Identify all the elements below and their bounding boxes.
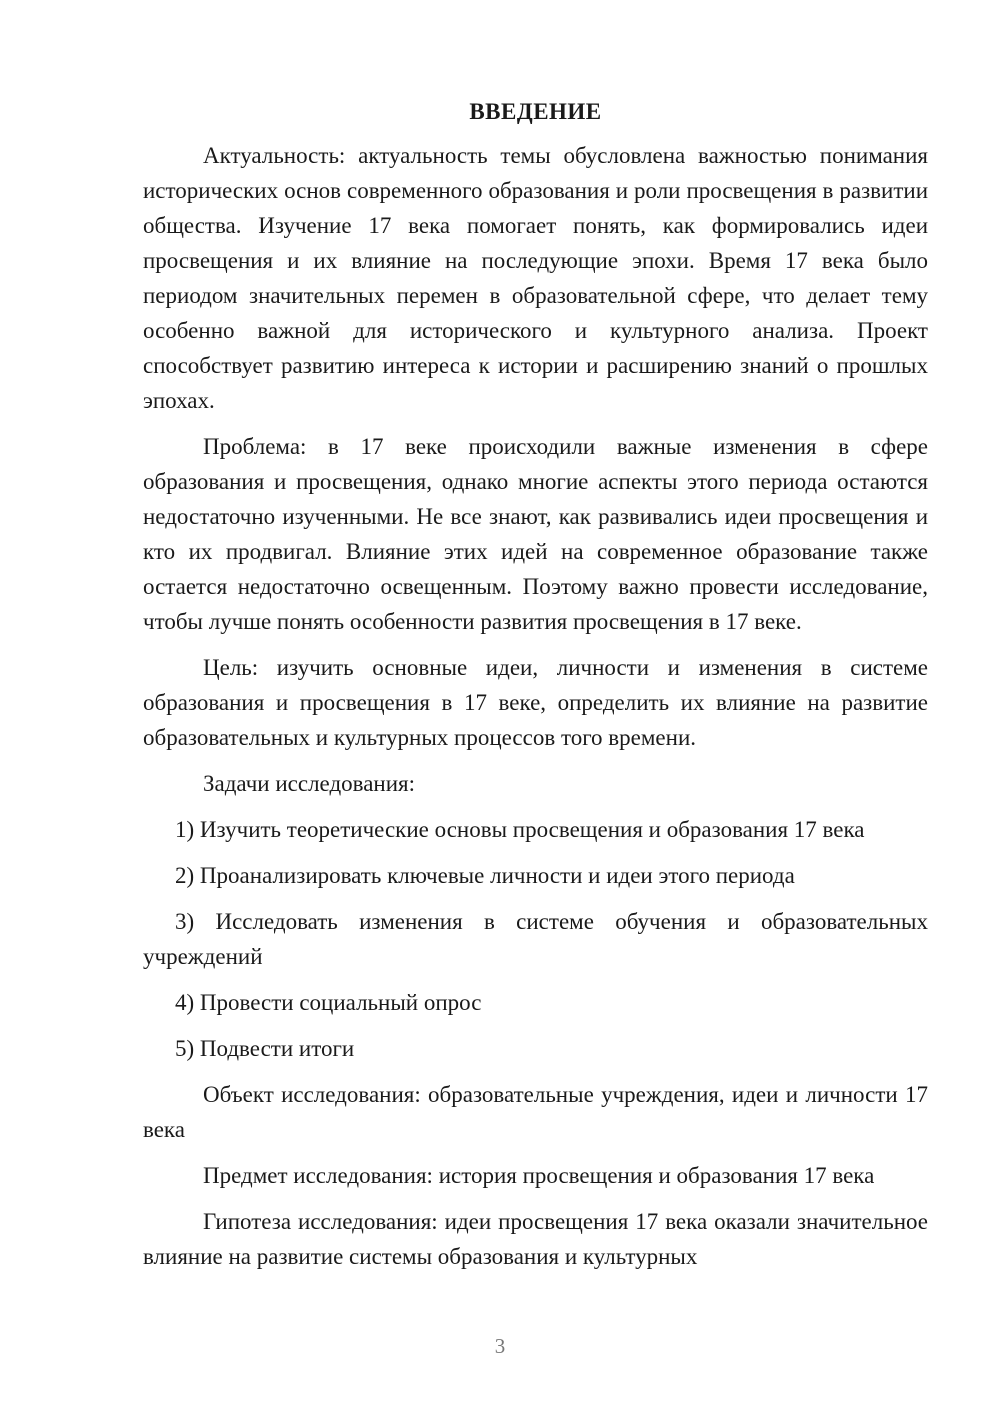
paragraph-subject: Предмет исследования: история просвещения и образования 17 века bbox=[203, 1163, 875, 1188]
paragraph-object: Объект исследования: образовательные учреждения, идеи и личности 17 века bbox=[143, 1082, 928, 1142]
task-item-5: 5) Подвести итоги bbox=[175, 1036, 355, 1061]
paragraph-hypothesis: Гипотеза исследования: идеи просвещения 17 века оказали значительное влияние на развитие системы образования и культурных bbox=[143, 1209, 928, 1269]
document-body bbox=[143, 96, 928, 1274]
section-title: ВВЕДЕНИЕ bbox=[469, 99, 602, 124]
page-number: 3 bbox=[494, 1334, 506, 1358]
paragraph-relevance: Актуальность: актуальность темы обусловлена важностью понимания исторических основ современного образования и роли просвещения в развитии общества. Изучение 17 века помогает понять, как формировались идеи просвещения и их влияние на последующие эпохи. Время 17 века было периодом значительных перемен в образовательной сфере, что делает тему особенно важной для исторического и культурного анализа. Проект способствует развитию интереса к истории и расширению знаний о прошлых эпохах. bbox=[143, 143, 928, 413]
task-item-2: 2) Проанализировать ключевые личности и идеи этого периода bbox=[175, 863, 795, 888]
task-item-4: 4) Провести социальный опрос bbox=[175, 990, 482, 1015]
paragraph-problem: Проблема: в 17 веке происходили важные изменения в сфере образования и просвещения, однако многие аспекты этого периода остаются недостаточно изученными. Не все знают, как развивались идеи просвещения и кто их продвигал. Влияние этих идей на современное образование также остается недостаточно освещенным. Поэтому важно провести исследование, чтобы лучше понять особенности развития просвещения в 17 веке. bbox=[143, 434, 928, 634]
paragraph-goal: Цель: изучить основные идеи, личности и изменения в системе образования и просвещения в 17 веке, определить их влияние на развитие образовательных и культурных процессов того времени. bbox=[143, 655, 928, 750]
tasks-heading: Задачи исследования: bbox=[203, 771, 416, 796]
task-item-3: 3) Исследовать изменения в системе обучения и образовательных учреждений bbox=[143, 909, 928, 969]
task-item-1: 1) Изучить теоретические основы просвещения и образования 17 века bbox=[175, 817, 865, 842]
